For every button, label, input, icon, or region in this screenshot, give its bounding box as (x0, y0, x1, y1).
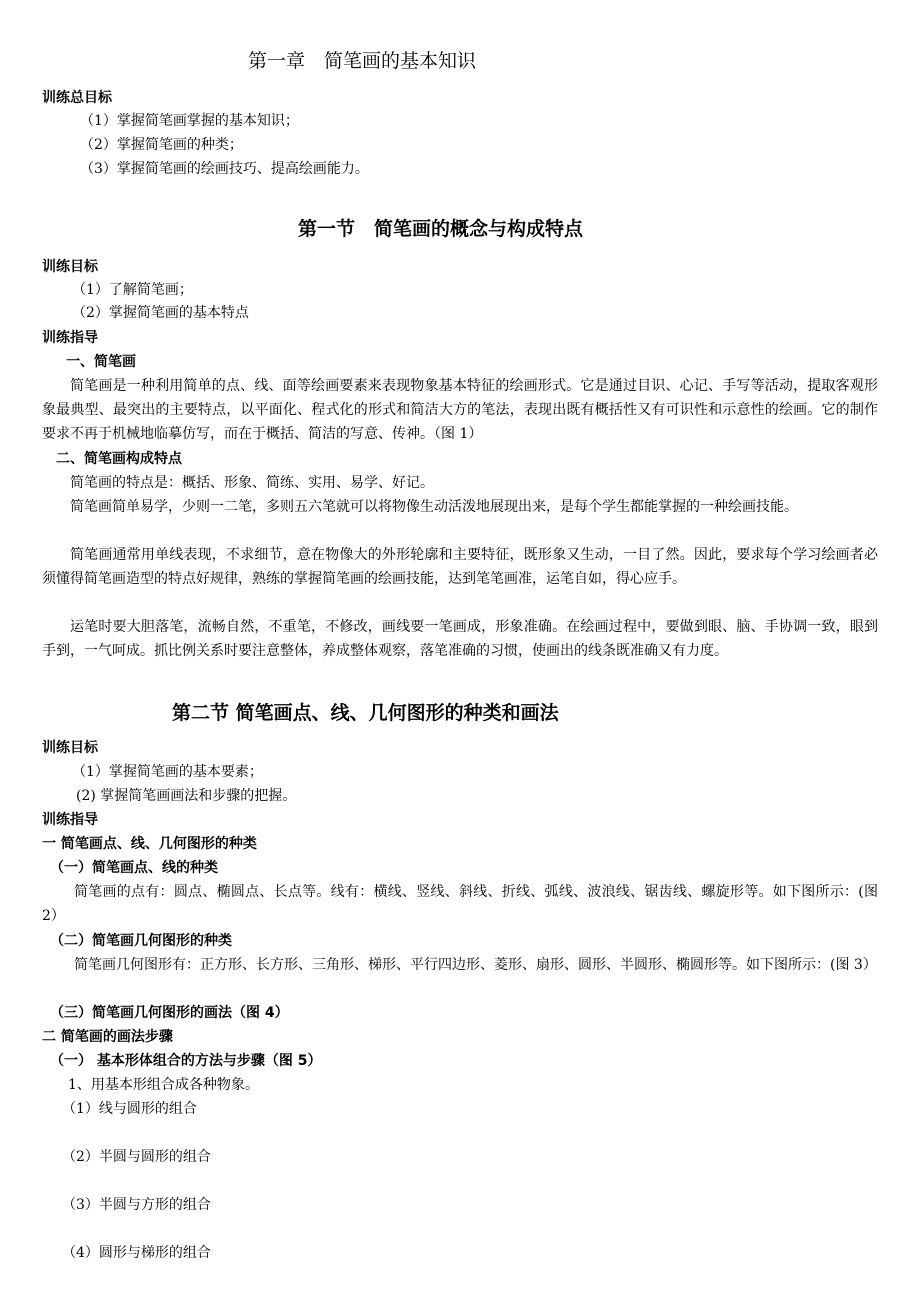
section2-goals-heading: 训练目标 (42, 740, 98, 756)
part2-heading: 二 简笔画的画法步骤 (42, 1029, 173, 1045)
part1-sub1-heading: （一）简笔画点、线的种类 (50, 860, 218, 876)
section1-goal-item: （1）了解简笔画； (72, 282, 193, 298)
sub1-paragraph: 简笔画是一种利用简单的点、线、面等绘画要素来表现物象基本特征的绘画形式。它是通过目识、心记、手写等活动，提取客观形象最典型、最突出的主要特点，以平面化、程式化的形式和简洁大方的笔法，表现出既有概括性又有可识性和示意性的绘画。它的制作要求不再于机械地临摹仿写，而在于概括、简洁的写意、传神。（图 1） (42, 378, 878, 442)
section1-goal-item: （2）掌握简笔画的基本特点 (72, 305, 249, 321)
sub2-paragraph-2: 简笔画简单易学，少则一二笔，多则五六笔就可以将物像生动活泼地展现出来，是每个学生都能掌握的一种绘画技能。 (70, 499, 798, 515)
section2-title: 第二节 简笔画点、线、几何图形的种类和画法 (172, 702, 559, 724)
overall-goal-item: （1）掌握简笔画掌握的基本知识； (80, 113, 299, 129)
combination-item: （1）线与圆形的组合 (62, 1101, 197, 1117)
section1-goals-heading: 训练目标 (42, 259, 98, 275)
combination-item: （4）圆形与梯形的组合 (62, 1245, 211, 1261)
part1-sub1-paragraph: 简笔画的点有：圆点、椭圆点、长点等。线有：横线、竖线、斜线、折线、弧线、波浪线、锯齿线、螺旋形等。如下图所示：(图 2） (42, 884, 878, 924)
part1-sub3-heading: （三）简笔画几何图形的画法（图 4） (50, 1005, 289, 1021)
section2-goal-item: （1）掌握简笔画的基本要素； (72, 764, 263, 780)
chapter-title: 第一章 简笔画的基本知识 (248, 50, 477, 72)
overall-goal-item: （2）掌握简笔画的种类； (80, 137, 243, 153)
section1-title: 第一节 简笔画的概念与构成特点 (298, 218, 584, 240)
section2-goal-item: (2) 掌握简笔画画法和步骤的把握。 (76, 788, 297, 804)
sub2-paragraph-4: 运笔时要大胆落笔，流畅自然，不重笔，不修改，画线要一笔画成，形象准确。在绘画过程中，要做到眼、脑、手协调一致，眼到手到，一气呵成。抓比例关系时要注意整体，养成整体观察，落笔准确的习惯，使画出的线条既准确又有力度。 (42, 619, 878, 659)
part1-sub2-paragraph: 简笔画几何图形有：正方形、长方形、三角形、梯形、平行四边形、菱形、扇形、圆形、半圆形、椭圆形等。如下图所示：(图 3） (74, 957, 877, 973)
sub2-paragraph-3: 简笔画通常用单线表现，不求细节，意在物像大的外形轮廓和主要特征，既形象又生动，一目了然。因此，要求每个学习绘画者必须懂得简笔画造型的特点好规律，熟练的掌握简笔画的绘画技能，达到笔笔画准，运笔自如，得心应手。 (42, 547, 878, 587)
combination-item: （3）半圆与方形的组合 (62, 1197, 211, 1213)
overall-goal-item: （3）掌握简笔画的绘画技巧、提高绘画能力。 (80, 161, 369, 177)
sub2-heading: 二、简笔画构成特点 (56, 451, 182, 467)
part2-sub1-heading: （一） 基本形体组合的方法与步骤（图 5） (50, 1053, 322, 1069)
section2-guide-heading: 训练指导 (42, 812, 98, 828)
part1-sub2-heading: （二）简笔画几何图形的种类 (50, 933, 232, 949)
sub2-paragraph-1: 简笔画的特点是：概括、形象、简练、实用、易学、好记。 (70, 475, 434, 491)
sub1-heading: 一、简笔画 (66, 354, 136, 370)
section1-guide-heading: 训练指导 (42, 330, 98, 346)
combination-item: （2）半圆与圆形的组合 (62, 1149, 211, 1165)
part2-item: 1、用基本形组合成各种物象。 (68, 1077, 259, 1093)
part1-heading: 一 简笔画点、线、几何图形的种类 (42, 836, 257, 852)
overall-goals-heading: 训练总目标 (42, 90, 112, 106)
